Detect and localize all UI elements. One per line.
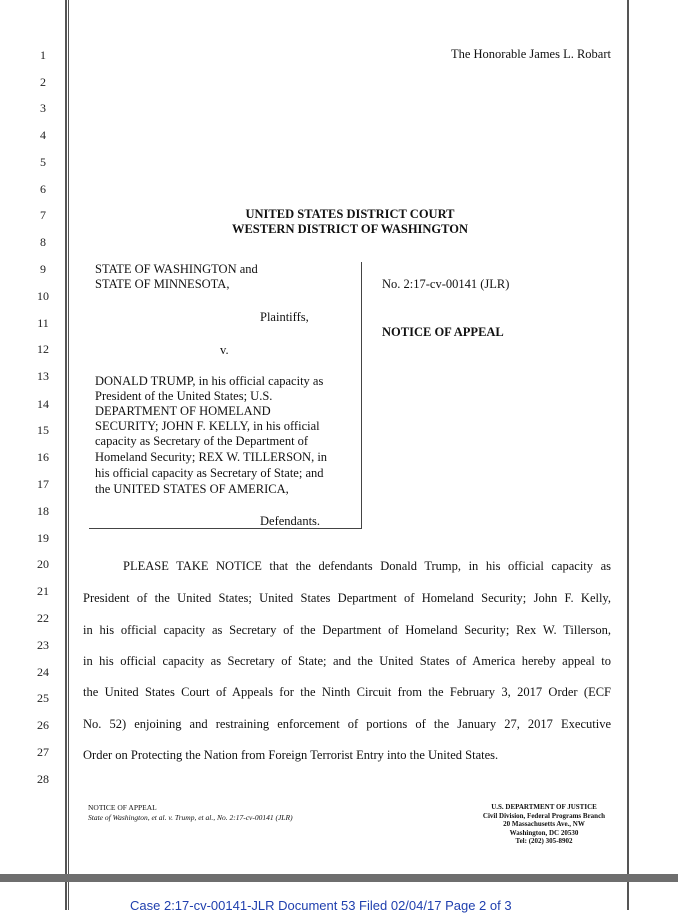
document-title: NOTICE OF APPEAL bbox=[382, 325, 504, 339]
line-number: 6 bbox=[40, 182, 46, 196]
line-number: 16 bbox=[37, 450, 49, 464]
defendants-line: DEPARTMENT OF HOMELAND bbox=[95, 404, 271, 418]
line-number: 21 bbox=[37, 584, 49, 598]
footer-right bbox=[464, 803, 624, 846]
next-page-left-rule bbox=[65, 882, 67, 910]
next-page-left-rule-inner bbox=[68, 882, 69, 910]
defendants-line: SECURITY; JOHN F. KELLY, in his official bbox=[95, 419, 320, 433]
defendants-line: his official capacity as Secretary of State; and bbox=[95, 466, 324, 480]
caption-divider-vertical bbox=[361, 262, 362, 529]
line-number: 17 bbox=[37, 477, 49, 491]
footer-left bbox=[88, 803, 293, 823]
line-number: 25 bbox=[37, 691, 49, 705]
page-separator bbox=[0, 874, 678, 882]
line-number: 3 bbox=[40, 101, 46, 115]
left-margin-rule bbox=[65, 0, 67, 874]
footer-agency-line: 20 Massachusetts Ave., NW bbox=[503, 820, 585, 828]
line-number: 9 bbox=[40, 262, 46, 276]
line-number: 7 bbox=[40, 208, 46, 222]
footer-agency-line: U.S. DEPARTMENT OF JUSTICE bbox=[491, 803, 597, 811]
line-number: 27 bbox=[37, 745, 49, 759]
plaintiffs-line-1: STATE OF WASHINGTON and bbox=[95, 262, 258, 276]
defendants-label: Defendants. bbox=[260, 514, 321, 528]
court-title-line-1: UNITED STATES DISTRICT COURT bbox=[245, 207, 455, 221]
line-number: 15 bbox=[37, 423, 49, 437]
defendants-line: the UNITED STATES OF AMERICA, bbox=[95, 482, 289, 496]
body-line: PLEASE TAKE NOTICE that the defendants Donald Trump, in his official capacity as bbox=[123, 559, 611, 573]
defendants-line: Homeland Security; REX W. TILLERSON, in bbox=[95, 450, 328, 464]
court-title bbox=[200, 207, 500, 237]
plaintiffs-label: Plaintiffs, bbox=[260, 310, 309, 324]
line-number: 28 bbox=[37, 772, 49, 786]
body-line: Order on Protecting the Nation from Foreign Terrorist Entry into the United States. bbox=[83, 748, 499, 762]
footer-agency-line: Civil Division, Federal Programs Branch bbox=[482, 811, 606, 820]
right-margin-rule bbox=[627, 0, 629, 874]
line-number: 10 bbox=[37, 289, 49, 303]
defendants-line: DONALD TRUMP, in his official capacity as bbox=[95, 374, 324, 388]
defendants-line: capacity as Secretary of the Department of bbox=[95, 434, 309, 448]
line-number: 14 bbox=[37, 397, 49, 411]
versus: v. bbox=[220, 343, 229, 357]
body-line: in his official capacity as Secretary of the Department of Homeland Security; Rex W. Tillerson, bbox=[83, 623, 611, 637]
caption-divider-horizontal bbox=[89, 528, 362, 529]
line-number: 8 bbox=[40, 235, 46, 249]
line-number: 18 bbox=[37, 504, 49, 518]
left-margin-rule-inner bbox=[68, 0, 69, 874]
next-page-header: Case 2:17-cv-00141-JLR Document 53 Filed 02/04/17 Page 2 of 3 bbox=[130, 898, 512, 913]
plaintiffs-line-2: STATE OF MINNESOTA, bbox=[95, 277, 230, 291]
line-number: 23 bbox=[37, 638, 49, 652]
footer-agency-line: Tel: (202) 305-8902 bbox=[515, 837, 573, 845]
court-title-line-2: WESTERN DISTRICT OF WASHINGTON bbox=[231, 222, 469, 236]
line-number: 22 bbox=[37, 611, 49, 625]
line-number: 12 bbox=[37, 342, 49, 356]
body-line: in his official capacity as Secretary of State; and the United States of America hereby appeal to bbox=[83, 654, 611, 668]
line-number: 26 bbox=[37, 718, 49, 732]
line-number: 20 bbox=[37, 557, 49, 571]
line-number: 24 bbox=[37, 665, 49, 679]
next-page-right-rule bbox=[627, 882, 629, 910]
line-number: 2 bbox=[40, 75, 46, 89]
line-number: 4 bbox=[40, 128, 46, 142]
footer-document-title: NOTICE OF APPEAL bbox=[88, 803, 157, 812]
body-line: No. 52) enjoining and restraining enforcement of portions of the January 27, 2017 Executive bbox=[83, 717, 611, 731]
line-number: 11 bbox=[37, 316, 49, 330]
line-number: 1 bbox=[40, 48, 46, 62]
judge-name: The Honorable James L. Robart bbox=[450, 47, 611, 61]
footer-agency-line: Washington, DC 20530 bbox=[509, 828, 579, 837]
line-number: 19 bbox=[37, 531, 49, 545]
line-number: 13 bbox=[37, 369, 49, 383]
body-line: President of the United States; United States Department of Homeland Security; John F. Kelly, bbox=[83, 591, 611, 605]
footer-case-caption: State of Washington, et al. v. Trump, et al., No. 2:17-cv-00141 (JLR) bbox=[88, 813, 293, 822]
case-number: No. 2:17-cv-00141 (JLR) bbox=[382, 277, 510, 291]
line-number: 5 bbox=[40, 155, 46, 169]
defendants-line: President of the United States; U.S. bbox=[95, 389, 273, 403]
body-line: the United States Court of Appeals for the Ninth Circuit from the February 3, 2017 Order (ECF bbox=[83, 685, 611, 699]
